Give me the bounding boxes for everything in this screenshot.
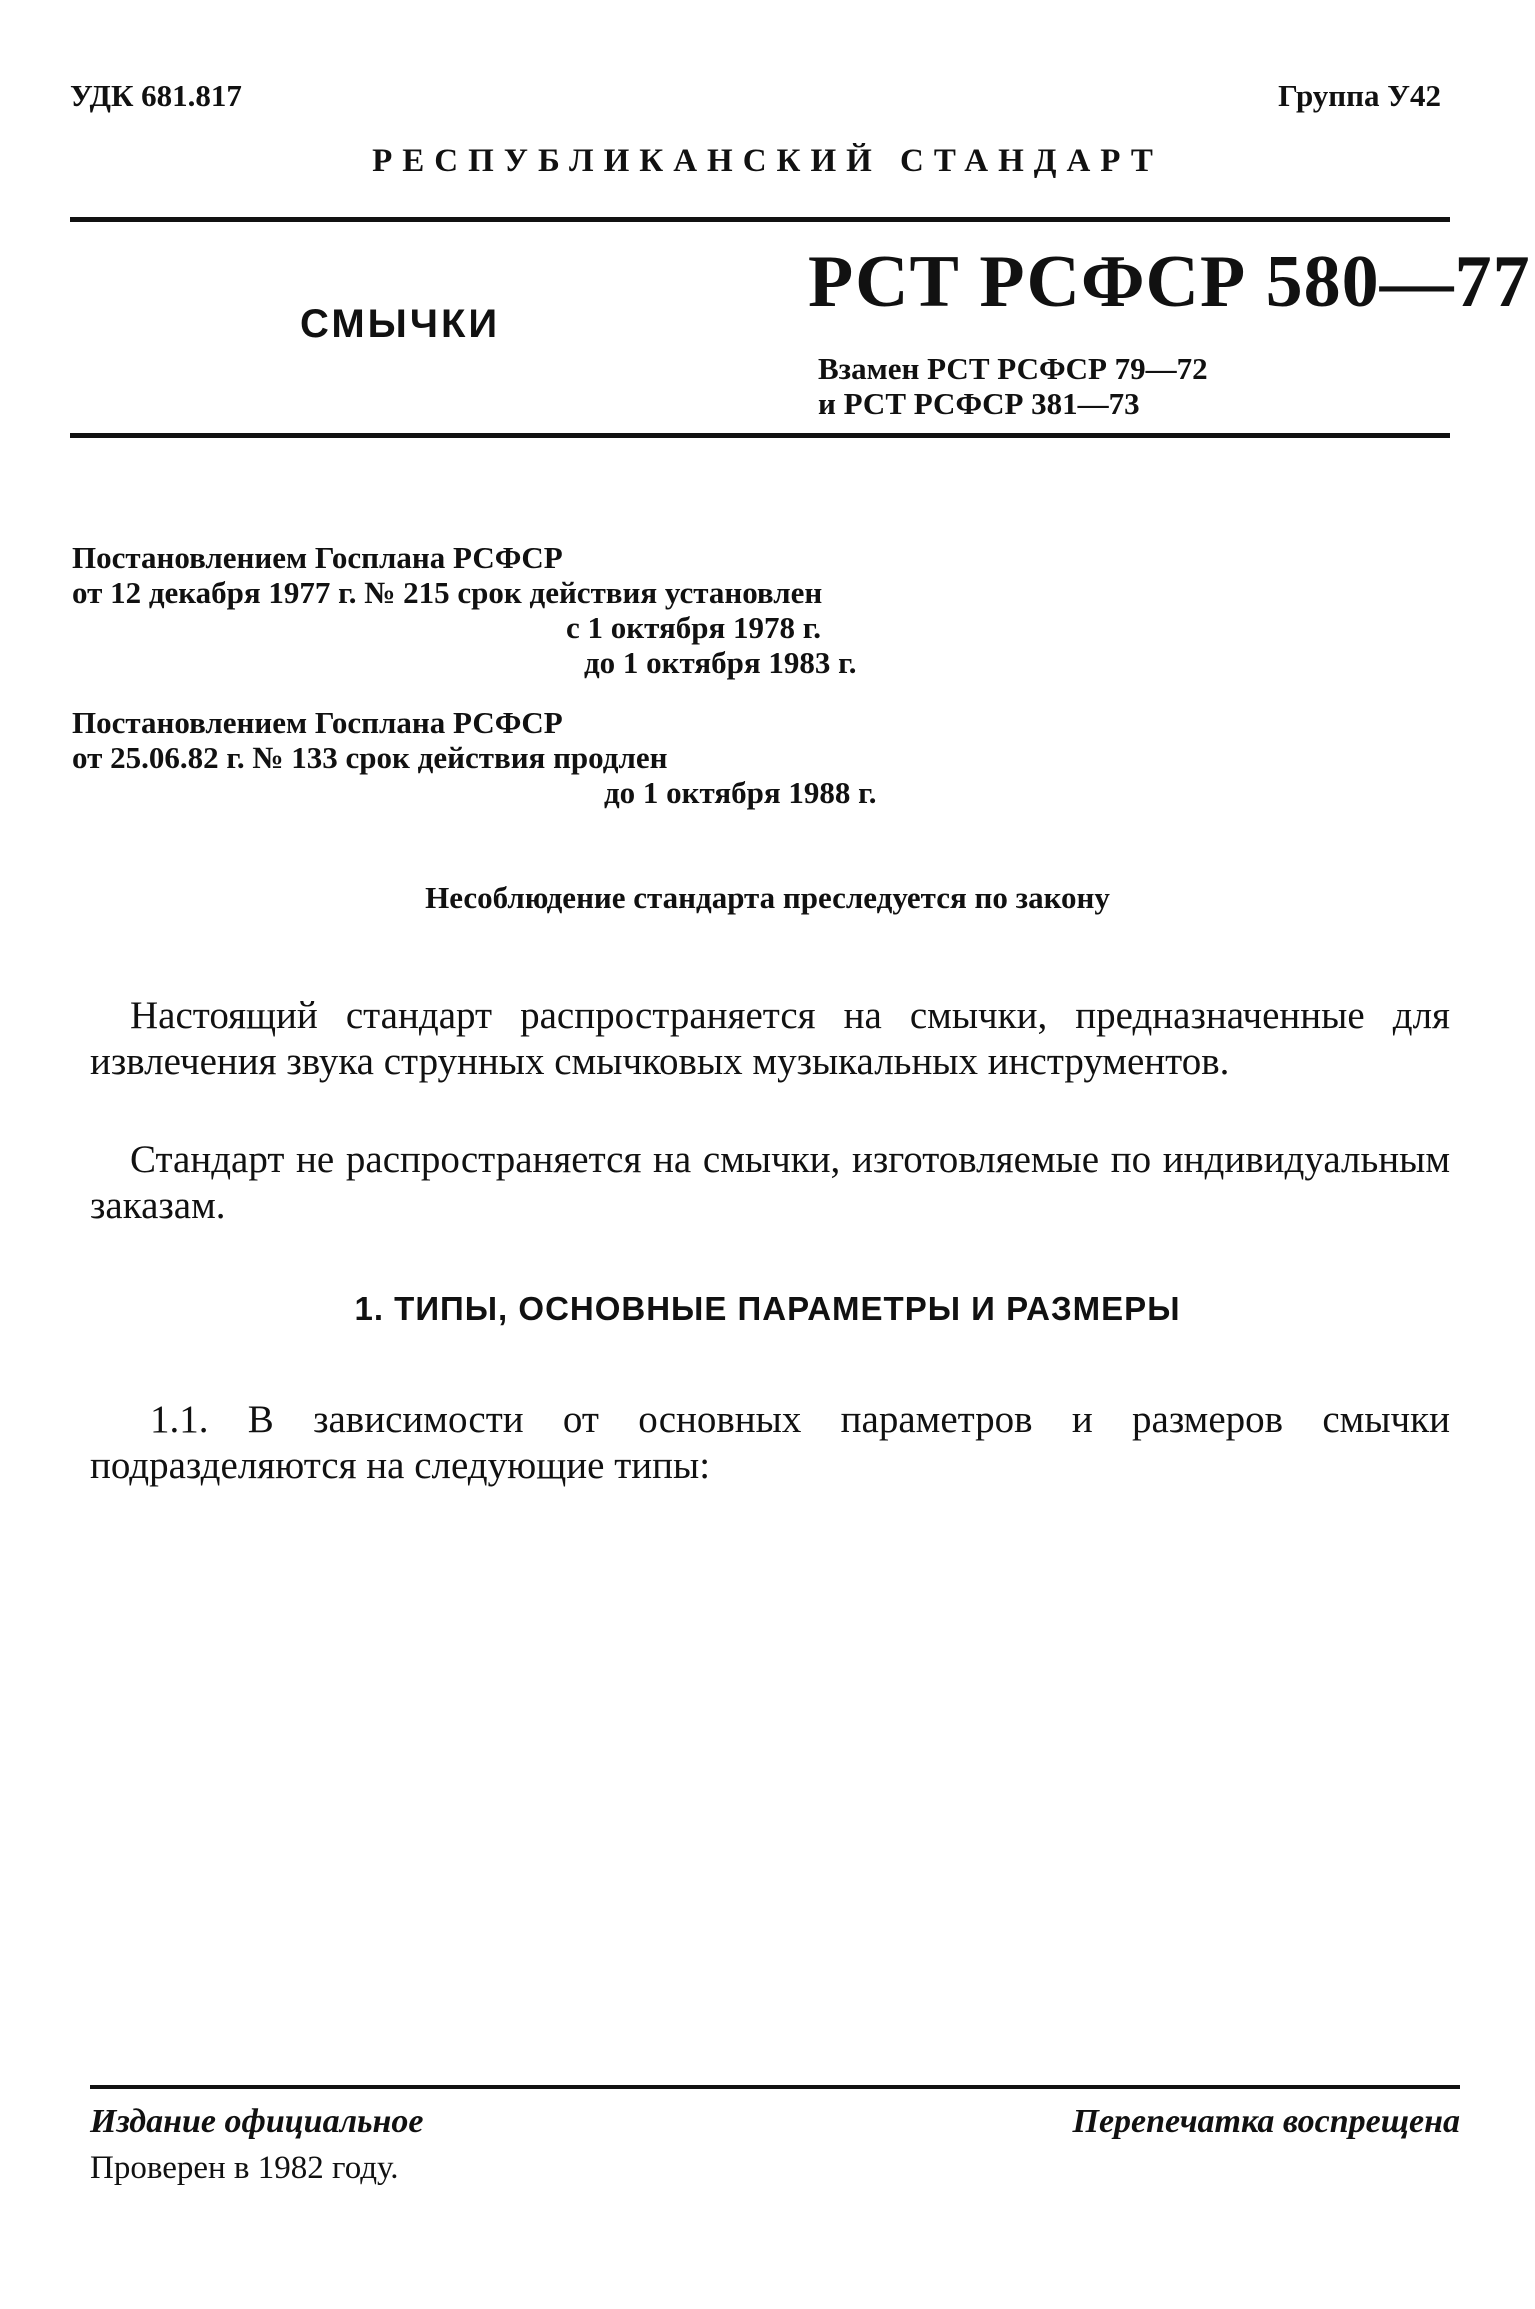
decree-2-line-2: от 25.06.82 г. № 133 срок действия продлен <box>72 740 668 775</box>
edition-label: Издание официальное <box>90 2103 424 2140</box>
top-divider <box>70 217 1450 222</box>
section-1-title: 1. ТИПЫ, ОСНОВНЫЕ ПАРАМЕТРЫ И РАЗМЕРЫ <box>354 1290 1181 1327</box>
replaces-line-1: Взамен РСТ РСФСР 79—72 <box>818 351 1208 386</box>
legal-notice: Несоблюдение стандарта преследуется по закону <box>425 880 1110 915</box>
decree-2-line-3: до 1 октября 1988 г. <box>604 775 877 810</box>
intro-paragraph-1: Настоящий стандарт распространяется на смычки, предназначенные для извлечения звука струнных смычковых музыкальных инструментов. <box>90 994 1450 1083</box>
republic-standard-heading: РЕСПУБЛИКАНСКИЙ СТАНДАРТ <box>372 143 1163 179</box>
checked-year: Проверен в 1982 году. <box>90 2150 399 2186</box>
group-code: Группа У42 <box>1278 78 1441 113</box>
document-title: СМЫЧКИ <box>300 302 501 346</box>
replaces-line-2: и РСТ РСФСР 381—73 <box>818 386 1140 421</box>
mid-divider <box>70 433 1450 438</box>
decree-1-line-1: Постановлением Госплана РСФСР <box>72 540 563 575</box>
footer-divider <box>90 2085 1460 2089</box>
udk-code: УДК 681.817 <box>70 78 242 113</box>
reprint-notice: Перепечатка воспрещена <box>1072 2103 1460 2140</box>
section-1-paragraph-1: 1.1. В зависимости от основных параметров и размеров смычки подразделяются на следующие типы: <box>90 1398 1450 1487</box>
decree-2-line-1: Постановлением Госплана РСФСР <box>72 705 563 740</box>
decree-1-line-3: с 1 октября 1978 г. <box>566 610 822 645</box>
intro-paragraph-2: Стандарт не распространяется на смычки, изготовляемые по индивидуальным заказам. <box>90 1138 1450 1227</box>
decree-1-line-2: от 12 декабря 1977 г. № 215 срок действия установлен <box>72 575 823 610</box>
standard-code: РСТ РСФСР 580—77 <box>808 241 1531 323</box>
decree-1-line-4: до 1 октября 1983 г. <box>584 645 857 680</box>
